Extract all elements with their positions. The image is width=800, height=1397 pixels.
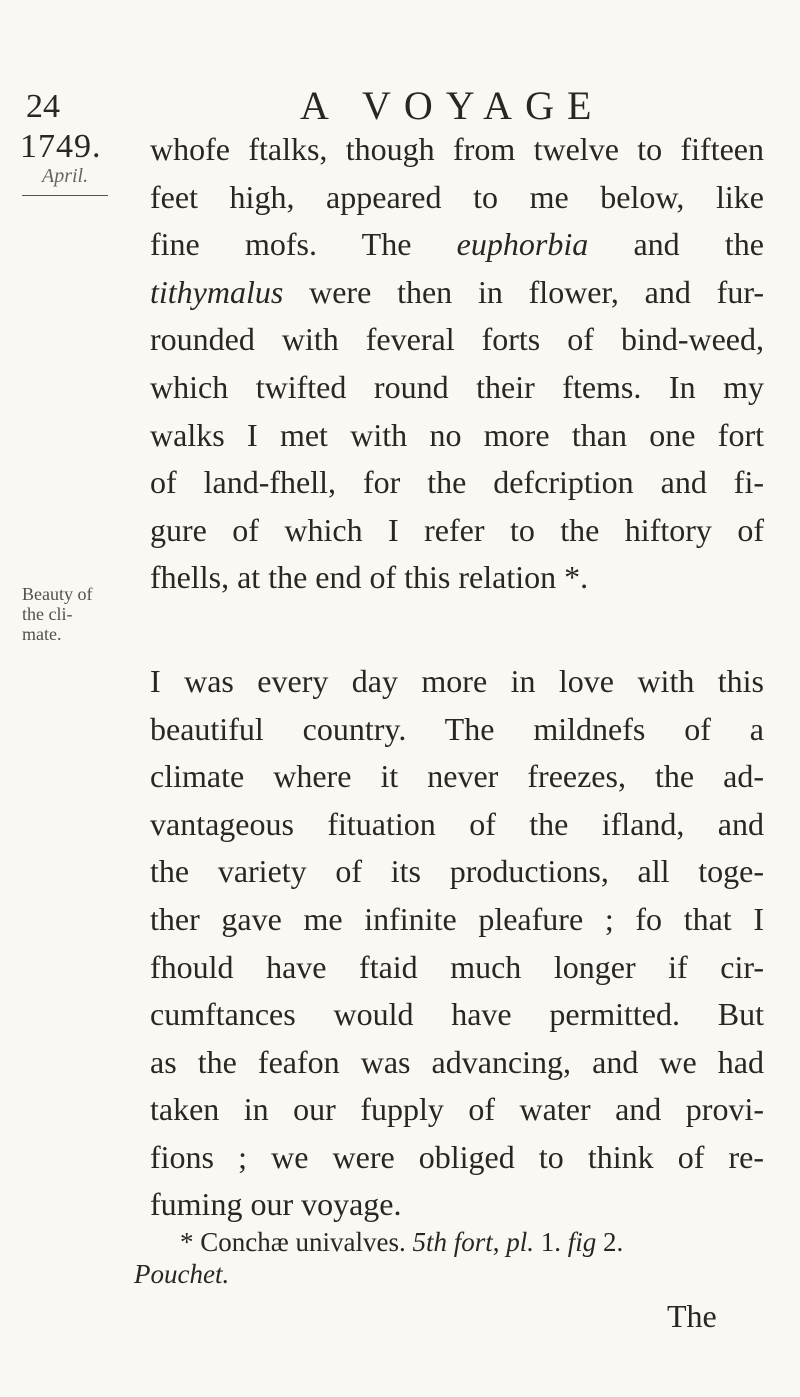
text-line: of land-fhell, for the defcription and fi- <box>150 464 764 501</box>
text-line: tithymalus were then in flower, and fur- <box>150 273 764 310</box>
page-number: 24 <box>26 88 60 125</box>
text-line: fions ; we were obliged to think of re- <box>150 1138 764 1175</box>
text-line: feet high, appeared to me below, like <box>150 178 764 215</box>
margin-note-line: mate. <box>22 624 62 644</box>
text-line: taken in our fupply of water and provi- <box>150 1091 764 1128</box>
margin-year: 1749. <box>20 128 102 165</box>
text-line: the variety of its productions, all toge- <box>150 853 764 890</box>
text-line: fuming our voyage. <box>150 1186 402 1223</box>
running-head: A VOYAGE <box>300 83 605 128</box>
text-line: as the feafon was advancing, and we had <box>150 1043 764 1080</box>
text-line: rounded with feveral forts of bind-weed, <box>150 321 764 358</box>
text-line: fine mofs. The euphorbia and the <box>150 226 765 263</box>
text-line: walks I met with no more than one fort <box>150 416 764 453</box>
catchword: The <box>667 1298 717 1334</box>
text-line: fhould have ftaid much longer if cir- <box>150 948 764 985</box>
text-line: climate where it never freezes, the ad- <box>150 758 764 795</box>
paragraph-gap <box>150 602 764 658</box>
footnote <box>134 1226 764 1290</box>
italic-term: euphorbia <box>456 226 589 263</box>
text-line: which twifted round their ftems. In my <box>150 368 764 405</box>
margin-note-line: the cli- <box>22 604 73 624</box>
text-line: gure of which I refer to the hiftory of <box>150 511 764 548</box>
text-line: vantageous fituation of the ifland, and <box>150 805 764 842</box>
margin-note <box>22 584 92 644</box>
margin-rule <box>22 195 108 196</box>
margin-note-line: Beauty of <box>22 584 93 604</box>
text-line: I was every day more in love with this <box>150 662 764 699</box>
margin-month: April. <box>42 165 89 187</box>
body-text <box>150 126 764 1229</box>
text-line: beautiful country. The mildnefs of a <box>150 710 764 747</box>
footnote-line: Pouchet. <box>134 1259 230 1289</box>
text-line: cumftances would have permitted. But <box>150 996 764 1033</box>
text-line: ther gave me infinite pleafure ; fo that I <box>150 900 764 937</box>
text-line: whofe ftalks, though from twelve to fifteen <box>150 131 764 167</box>
footnote-line: * Conchæ univalves. 5th fort, pl. 1. fig 2. <box>180 1227 624 1257</box>
text-line: fhells, at the end of this relation *. <box>150 559 589 596</box>
italic-term: tithymalus <box>150 273 284 310</box>
